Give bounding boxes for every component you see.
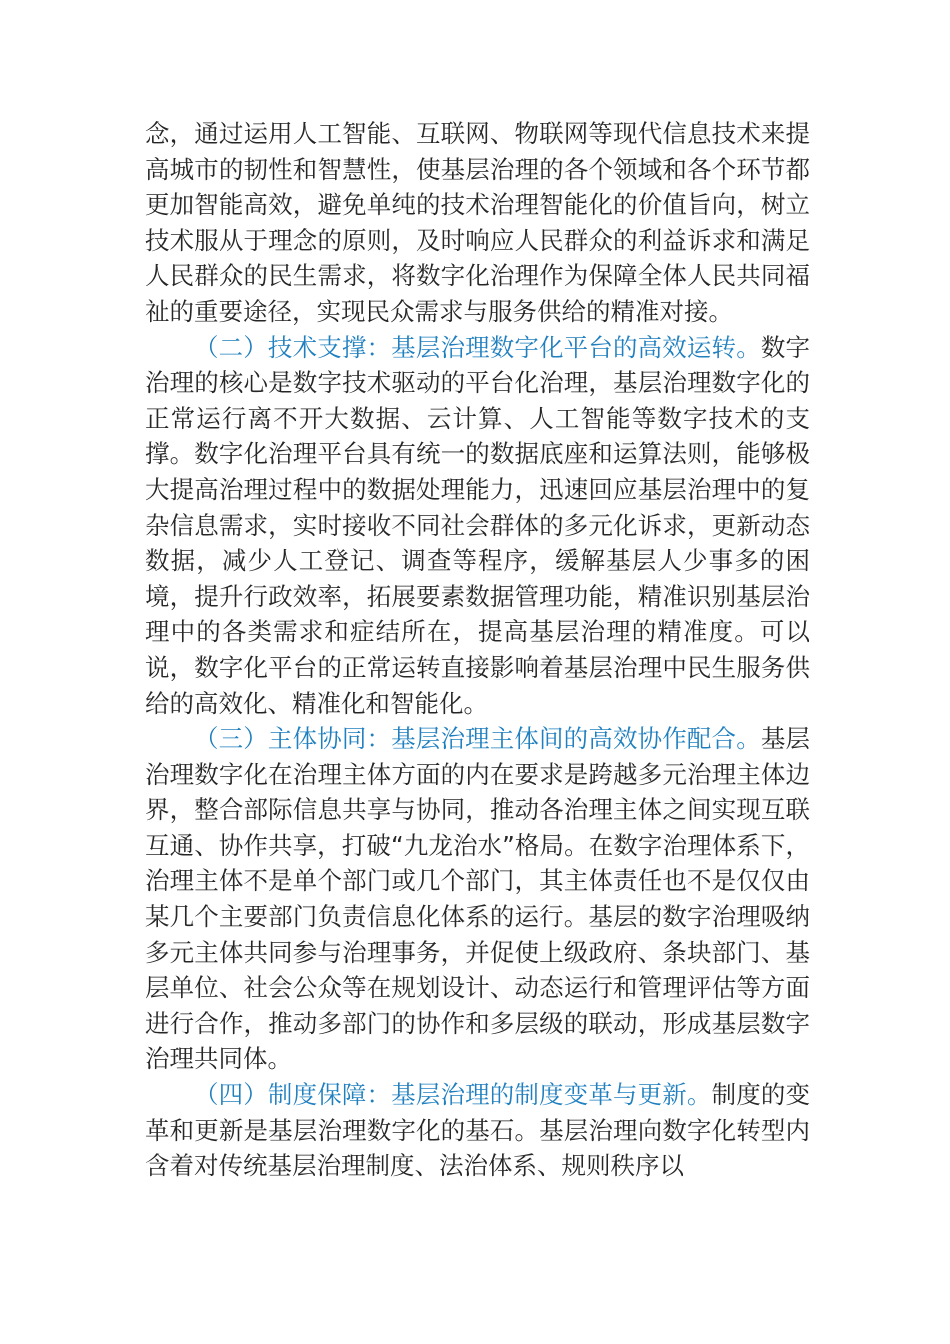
paragraph-body: 基层治理数字化在治理主体方面的内在要求是跨越多元治理主体边界，整合部际信息共享与协同，推动各治理主体之间实现互联互通、协作共享，打破“九龙治水”格局。在数字治理体系下，治理主体不是单个部门或几个部门，其主体责任也不是仅仅由某几个主要部门负责信息化体系的运行。基层的数字治理吸纳多元主体共同参与治理事务，并促使上级政府、条块部门、基层单位、社会公众等在规划设计、动态运行和管理评估等方面进行合作，推动多部门的协作和多层级的联动，形成基层数字治理共同体。 <box>145 724 811 1074</box>
section-heading: （三）主体协同：基层治理主体间的高效协作配合。 <box>194 724 761 754</box>
paragraph-technical-support <box>145 330 810 722</box>
paragraph-body: 制度的变革和更新是基层治理数字化的基石。基层治理向数字化转型内含着对传统基层治理制度、法治体系、规则秩序以 <box>145 1080 810 1181</box>
document-page <box>145 116 810 1184</box>
paragraph-subject-coordination <box>145 721 810 1077</box>
section-heading: （四）制度保障：基层治理的制度变革与更新。 <box>194 1080 712 1110</box>
paragraph-body: 数字治理的核心是数字技术驱动的平台化治理，基层治理数字化的正常运行离不开大数据、云计算、人工智能等数字技术的支撑。数字化治理平台具有统一的数据底座和运算法则，能够极大提高治理过程中的数据处理能力，迅速回应基层治理中的复杂信息需求，实时接收不同社会群体的多元化诉求，更新动态数据，减少人工登记、调查等程序，缓解基层人少事多的困境，提升行政效率，拓展要素数据管理功能，精准识别基层治理中的各类需求和症结所在，提高基层治理的精准度。可以说，数字化平台的正常运转直接影响着基层治理中民生服务供给的高效化、精准化和智能化。 <box>145 332 811 718</box>
section-heading: （二）技术支撑：基层治理数字化平台的高效运转。 <box>194 332 761 362</box>
paragraph-body: 念，通过运用人工智能、互联网、物联网等现代信息技术来提高城市的韧性和智慧性，使基层治理的各个领域和各个环节都更加智能高效，避免单纯的技术治理智能化的价值旨向，树立技术服从于理念的原则，及时响应人民群众的利益诉求和满足人民群众的民生需求，将数字化治理作为保障全体人民共同福祉的重要途径，实现民众需求与服务供给的精准对接。 <box>145 119 810 326</box>
paragraph-institutional-guarantee <box>145 1077 810 1184</box>
paragraph-continuation <box>145 116 810 330</box>
